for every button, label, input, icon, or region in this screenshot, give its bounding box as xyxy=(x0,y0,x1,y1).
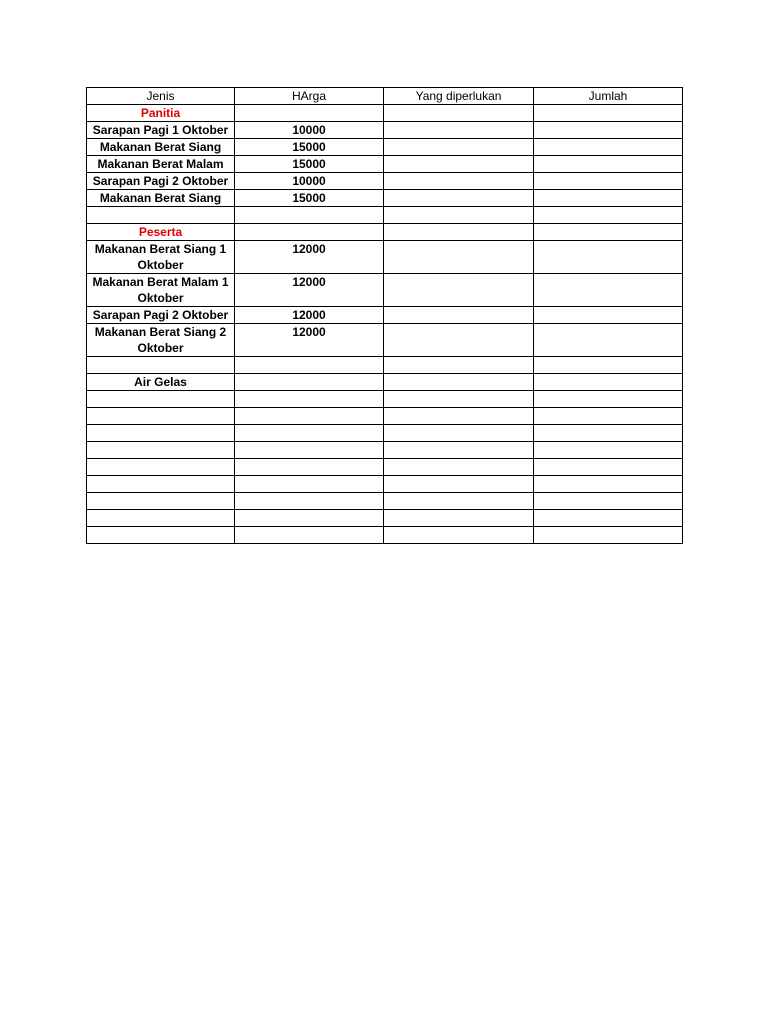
cell-harga[interactable] xyxy=(235,459,384,476)
cell-jenis[interactable]: Makanan Berat Siang xyxy=(87,190,235,207)
cell-harga[interactable] xyxy=(235,493,384,510)
cell-harga[interactable]: 15000 xyxy=(235,190,384,207)
cell-jenis[interactable] xyxy=(87,357,235,374)
cell-jenis[interactable]: Sarapan Pagi 2 Oktober xyxy=(87,307,235,324)
section-label[interactable]: Panitia xyxy=(87,105,235,122)
cell-harga[interactable]: 12000 xyxy=(235,274,384,307)
cell-jenis[interactable]: Makanan Berat Siang xyxy=(87,139,235,156)
cell-jenis[interactable] xyxy=(87,510,235,527)
cell-harga[interactable] xyxy=(235,207,384,224)
cell-jumlah[interactable] xyxy=(534,527,683,544)
cell-jenis[interactable]: Makanan Berat Malam xyxy=(87,156,235,173)
table-row xyxy=(87,274,683,307)
cell-jenis[interactable] xyxy=(87,442,235,459)
cell-jumlah[interactable] xyxy=(534,274,683,307)
cell-jenis[interactable]: Makanan Berat Malam 1 Oktober xyxy=(87,274,235,307)
table-row xyxy=(87,391,683,408)
cell-jumlah[interactable] xyxy=(534,425,683,442)
cell-harga[interactable] xyxy=(235,476,384,493)
cell-jumlah[interactable] xyxy=(534,391,683,408)
cell-harga[interactable] xyxy=(235,391,384,408)
cell-jumlah[interactable] xyxy=(534,357,683,374)
table-row xyxy=(87,425,683,442)
cell-jenis[interactable]: Makanan Berat Siang 2 Oktober xyxy=(87,324,235,357)
cell-jenis[interactable] xyxy=(87,527,235,544)
cell-harga[interactable] xyxy=(235,527,384,544)
cell-yang-diperlukan[interactable] xyxy=(384,357,534,374)
cell-jenis[interactable] xyxy=(87,207,235,224)
cell-jenis[interactable]: Sarapan Pagi 1 Oktober xyxy=(87,122,235,139)
cell-yang-diperlukan[interactable] xyxy=(384,391,534,408)
cell-jenis[interactable] xyxy=(87,391,235,408)
table-row xyxy=(87,139,683,156)
cell-yang-diperlukan[interactable] xyxy=(384,425,534,442)
table-row xyxy=(87,122,683,139)
table-row xyxy=(87,374,683,391)
table-row xyxy=(87,207,683,224)
cell-yang-diperlukan[interactable] xyxy=(384,307,534,324)
cell-yang-diperlukan[interactable] xyxy=(384,241,534,274)
cell-jumlah[interactable] xyxy=(534,374,683,391)
cell-jumlah[interactable] xyxy=(534,207,683,224)
cell-jenis[interactable] xyxy=(87,493,235,510)
table-row xyxy=(87,493,683,510)
cell-harga[interactable]: 10000 xyxy=(235,122,384,139)
cell-yang-diperlukan[interactable] xyxy=(384,324,534,357)
cell-jumlah[interactable] xyxy=(534,173,683,190)
table-row xyxy=(87,105,683,122)
cell-yang-diperlukan[interactable] xyxy=(384,476,534,493)
cell-harga[interactable]: 15000 xyxy=(235,156,384,173)
cell-jumlah[interactable] xyxy=(534,459,683,476)
cell-yang-diperlukan[interactable] xyxy=(384,105,534,122)
cell-harga[interactable]: 10000 xyxy=(235,173,384,190)
table-row xyxy=(87,241,683,274)
cell-yang-diperlukan[interactable] xyxy=(384,374,534,391)
cell-yang-diperlukan[interactable] xyxy=(384,408,534,425)
cell-jumlah[interactable] xyxy=(534,510,683,527)
cell-yang-diperlukan[interactable] xyxy=(384,274,534,307)
cell-yang-diperlukan[interactable] xyxy=(384,122,534,139)
price-table xyxy=(86,87,683,544)
cell-yang-diperlukan[interactable] xyxy=(384,173,534,190)
cell-jenis[interactable]: Air Gelas xyxy=(87,374,235,391)
table-row xyxy=(87,408,683,425)
header-harga[interactable]: HArga xyxy=(235,88,384,105)
cell-yang-diperlukan[interactable] xyxy=(384,493,534,510)
cell-jumlah[interactable] xyxy=(534,224,683,241)
cell-jumlah[interactable] xyxy=(534,241,683,274)
cell-jumlah[interactable] xyxy=(534,139,683,156)
cell-harga[interactable] xyxy=(235,510,384,527)
cell-harga[interactable] xyxy=(235,357,384,374)
section-label[interactable]: Peserta xyxy=(87,224,235,241)
table-row xyxy=(87,476,683,493)
header-yang-diperlukan[interactable]: Yang diperlukan xyxy=(384,88,534,105)
table-row xyxy=(87,173,683,190)
cell-harga[interactable] xyxy=(235,442,384,459)
cell-yang-diperlukan[interactable] xyxy=(384,207,534,224)
cell-jenis[interactable]: Makanan Berat Siang 1 Oktober xyxy=(87,241,235,274)
cell-jumlah[interactable] xyxy=(534,105,683,122)
table-row xyxy=(87,527,683,544)
cell-yang-diperlukan[interactable] xyxy=(384,224,534,241)
table-row xyxy=(87,190,683,207)
spreadsheet xyxy=(86,87,682,544)
table-row xyxy=(87,224,683,241)
cell-jumlah[interactable] xyxy=(534,307,683,324)
cell-yang-diperlukan[interactable] xyxy=(384,510,534,527)
cell-jenis[interactable] xyxy=(87,408,235,425)
cell-harga[interactable]: 12000 xyxy=(235,307,384,324)
table-row xyxy=(87,442,683,459)
cell-jenis[interactable] xyxy=(87,425,235,442)
cell-jumlah[interactable] xyxy=(534,493,683,510)
header-jenis[interactable]: Jenis xyxy=(87,88,235,105)
table-body xyxy=(87,105,683,544)
cell-harga[interactable] xyxy=(235,224,384,241)
cell-yang-diperlukan[interactable] xyxy=(384,190,534,207)
table-row xyxy=(87,357,683,374)
cell-yang-diperlukan[interactable] xyxy=(384,442,534,459)
table-row xyxy=(87,307,683,324)
cell-yang-diperlukan[interactable] xyxy=(384,527,534,544)
cell-yang-diperlukan[interactable] xyxy=(384,459,534,476)
table-row xyxy=(87,459,683,476)
header-row xyxy=(87,88,683,105)
cell-jumlah[interactable] xyxy=(534,190,683,207)
cell-jumlah[interactable] xyxy=(534,408,683,425)
table-row xyxy=(87,324,683,357)
cell-jumlah[interactable] xyxy=(534,156,683,173)
cell-harga[interactable] xyxy=(235,425,384,442)
header-jumlah[interactable]: Jumlah xyxy=(534,88,683,105)
cell-yang-diperlukan[interactable] xyxy=(384,139,534,156)
cell-harga[interactable]: 15000 xyxy=(235,139,384,156)
cell-jumlah[interactable] xyxy=(534,324,683,357)
table-row xyxy=(87,510,683,527)
cell-jumlah[interactable] xyxy=(534,476,683,493)
cell-harga[interactable] xyxy=(235,374,384,391)
cell-harga[interactable] xyxy=(235,105,384,122)
cell-harga[interactable]: 12000 xyxy=(235,241,384,274)
cell-jenis[interactable]: Sarapan Pagi 2 Oktober xyxy=(87,173,235,190)
cell-jenis[interactable] xyxy=(87,476,235,493)
cell-jenis[interactable] xyxy=(87,459,235,476)
cell-harga[interactable]: 12000 xyxy=(235,324,384,357)
cell-jumlah[interactable] xyxy=(534,122,683,139)
cell-jumlah[interactable] xyxy=(534,442,683,459)
cell-harga[interactable] xyxy=(235,408,384,425)
table-row xyxy=(87,156,683,173)
cell-yang-diperlukan[interactable] xyxy=(384,156,534,173)
